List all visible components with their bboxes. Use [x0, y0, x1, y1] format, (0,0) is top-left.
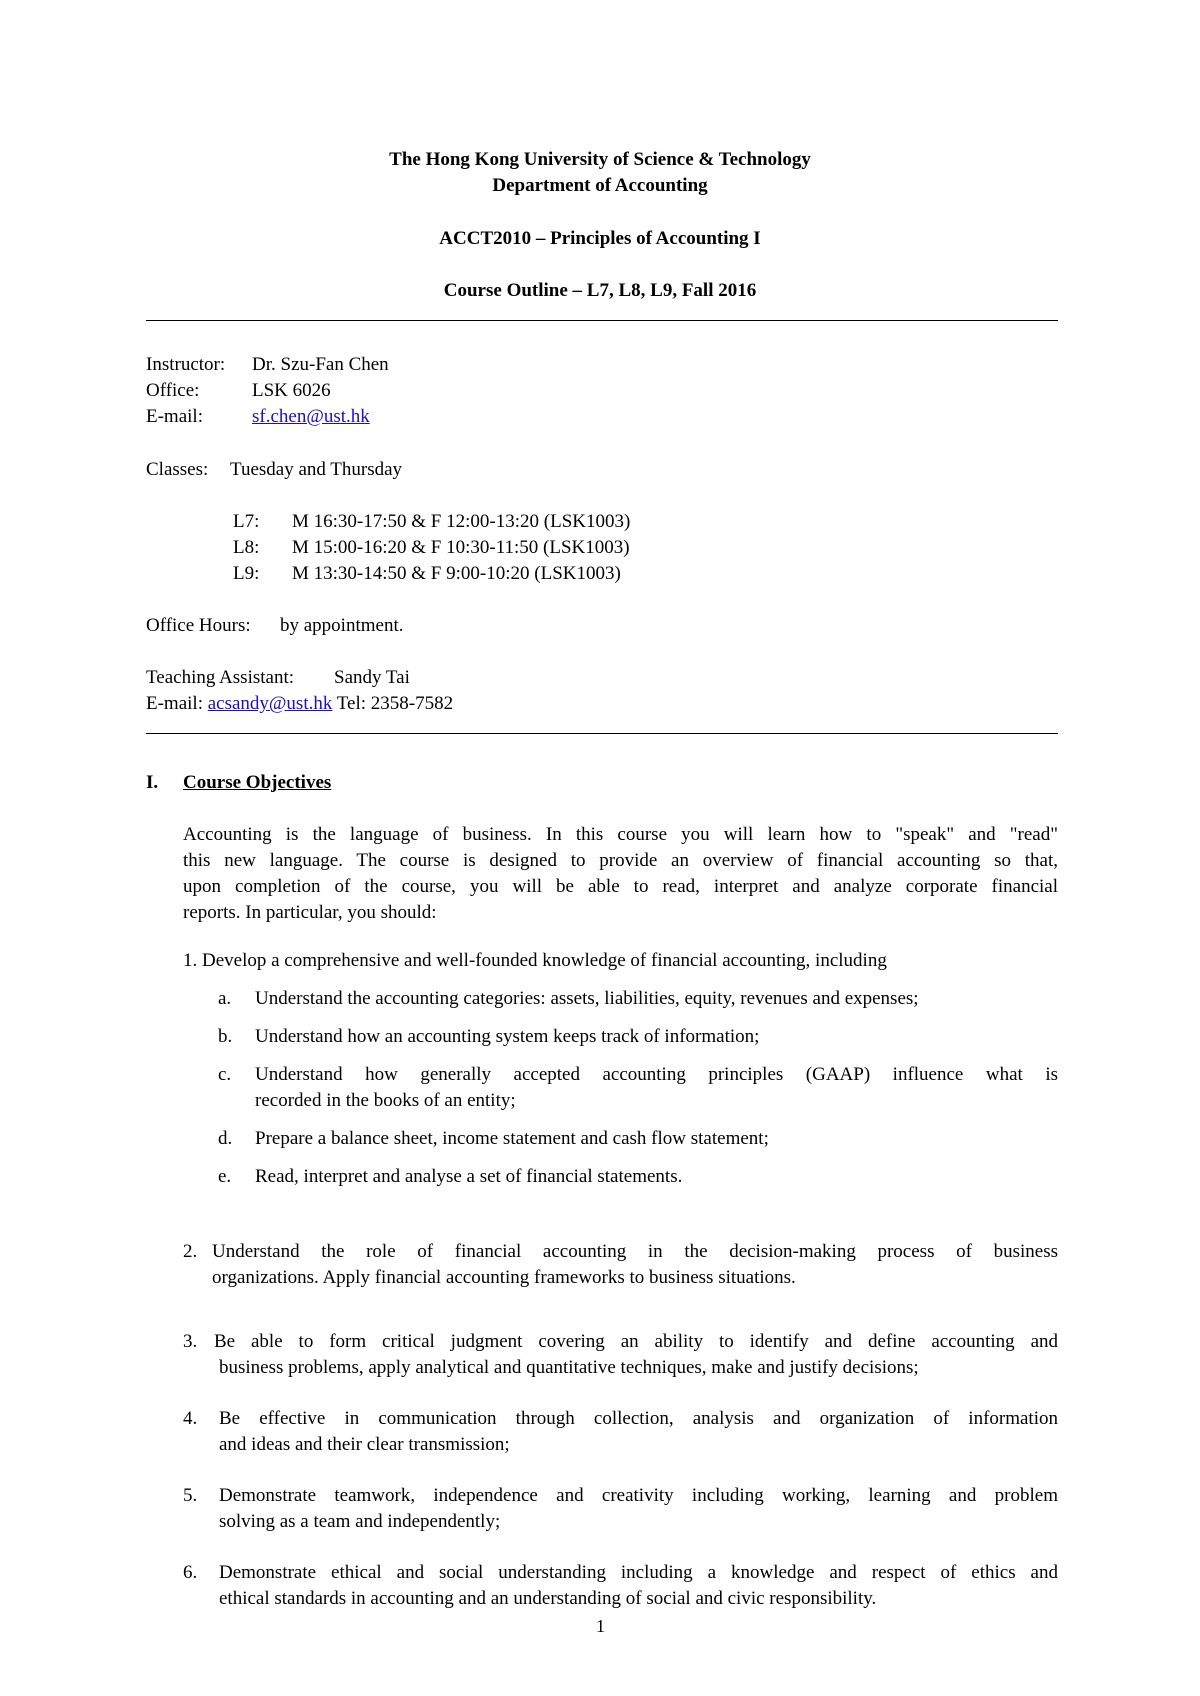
sub-item-letter: b. [218, 1026, 233, 1047]
ta-email-line [146, 691, 453, 716]
intro-line: reports. In particular, you should: [183, 902, 437, 923]
sub-item-text: Prepare a balance sheet, income statement and cash flow statement; [255, 1128, 769, 1149]
page-number: 1 [596, 1616, 605, 1636]
section-id: L8: [233, 537, 260, 558]
section-id: L9: [233, 563, 260, 584]
email-label: E-mail: [146, 406, 203, 427]
section-title: Course Objectives [183, 772, 332, 793]
classes-value: Tuesday and Thursday [230, 459, 403, 480]
objective-number: 6. [183, 1562, 198, 1583]
objective-text: and ideas and their clear transmission; [219, 1434, 510, 1455]
section-schedule: M 16:30-17:50 & F 12:00-13:20 (LSK1003) [292, 511, 631, 532]
ta-label: Teaching Assistant: [146, 667, 295, 688]
office-label: Office: [146, 380, 200, 401]
section-id: L7: [233, 511, 260, 532]
objective-text: Demonstrate ethical and social understanding including a knowledge and respect of ethics and [219, 1562, 1058, 1583]
sub-item-text: Understand how generally accepted accounting principles (GAAP) influence what is [255, 1064, 1058, 1085]
office-value: LSK 6026 [252, 380, 331, 401]
objective-number: 4. [183, 1408, 198, 1429]
objective-text: ethical standards in accounting and an understanding of social and civic responsibility. [219, 1588, 877, 1609]
header-divider [146, 320, 1058, 321]
intro-line: Accounting is the language of business. In this course you will learn how to "speak" and "read" [183, 824, 1058, 845]
instructor-value: Dr. Szu-Fan Chen [252, 354, 389, 375]
ta-name: Sandy Tai [334, 667, 410, 688]
intro-line: upon completion of the course, you will be able to read, interpret and analyze corporate financial [183, 876, 1058, 897]
section-schedule: M 13:30-14:50 & F 9:00-10:20 (LSK1003) [292, 563, 621, 584]
sub-item-text: Understand the accounting categories: assets, liabilities, equity, revenues and expenses; [255, 988, 919, 1009]
sub-item-text: Read, interpret and analyse a set of financial statements. [255, 1166, 683, 1187]
objective-number: 3. [183, 1331, 198, 1352]
objective-text: business problems, apply analytical and quantitative techniques, make and justify decisions; [219, 1357, 919, 1378]
ta-email-link[interactable]: acsandy@ust.hk [207, 693, 333, 714]
course-outline-title: Course Outline – L7, L8, L9, Fall 2016 [443, 280, 757, 301]
objective-number: 5. [183, 1485, 198, 1506]
sub-item-letter: d. [218, 1128, 233, 1149]
office-hours-label: Office Hours: [146, 615, 251, 636]
university-name: The Hong Kong University of Science & Technology [389, 149, 811, 170]
objective-number: 2. [183, 1241, 198, 1262]
office-hours-value: by appointment. [280, 615, 404, 636]
department-name: Department of Accounting [492, 175, 708, 196]
sub-item-text: Understand how an accounting system keeps track of information; [255, 1026, 760, 1047]
objective-text: organizations. Apply financial accounting frameworks to business situations. [212, 1267, 796, 1288]
section-schedule: M 15:00-16:20 & F 10:30-11:50 (LSK1003) [292, 537, 630, 558]
instructor-email-link[interactable]: sf.chen@ust.hk [252, 406, 370, 427]
section-number: I. [146, 772, 159, 793]
sub-item-letter: c. [218, 1064, 232, 1085]
objective-text: Demonstrate teamwork, independence and creativity including working, learning and problem [219, 1485, 1058, 1506]
objective-text: Understand the role of financial accounting in the decision-making process of business [212, 1241, 1058, 1262]
course-title: ACCT2010 – Principles of Accounting I [439, 228, 761, 249]
intro-line: this new language. The course is designed to provide an overview of financial accounting so that, [183, 850, 1058, 871]
sub-item-letter: e. [218, 1166, 232, 1187]
contact-divider [146, 733, 1058, 734]
objective-text: solving as a team and independently; [219, 1511, 501, 1532]
sub-item-letter: a. [218, 988, 232, 1009]
sub-item-text: recorded in the books of an entity; [255, 1090, 516, 1111]
objective-text: Be able to form critical judgment covering an ability to identify and define accounting and [214, 1331, 1058, 1352]
ta-email-label: E-mail: [146, 693, 203, 714]
objective-text: Be effective in communication through collection, analysis and organization of information [219, 1408, 1058, 1429]
objective-item: 1. Develop a comprehensive and well-founded knowledge of financial accounting, including [183, 950, 887, 971]
ta-tel: Tel: 2358-7582 [336, 693, 454, 714]
instructor-label: Instructor: [146, 354, 226, 375]
classes-label: Classes: [146, 459, 209, 480]
